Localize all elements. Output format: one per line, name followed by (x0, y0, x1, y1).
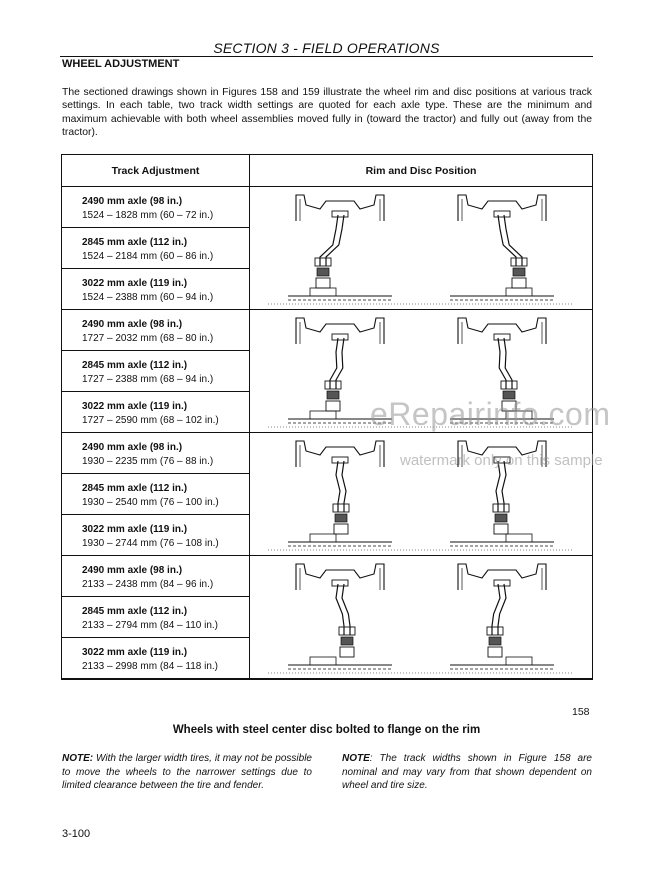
track-range: 1930 – 2540 mm (76 – 100 in.) (82, 497, 219, 508)
track-range: 2133 – 2998 mm (84 – 118 in.) (82, 661, 219, 672)
column-header-rim-disc-position: Rim and Disc Position (250, 155, 592, 187)
header-rule (60, 56, 593, 57)
page-number: 3-100 (62, 828, 91, 840)
axle-size: 3022 mm axle (119 in.) (82, 647, 188, 658)
rim-disc-drawing (250, 556, 592, 679)
section-title: SECTION 3 - FIELD OPERATIONS (213, 40, 440, 56)
track-row (62, 556, 250, 597)
axle-size: 2490 mm axle (98 in.) (82, 442, 183, 453)
note-right (342, 752, 592, 793)
figure-number: 158 (572, 706, 590, 718)
axle-size: 3022 mm axle (119 in.) (82, 524, 188, 535)
column-header-track-adjustment: Track Adjustment (62, 155, 250, 187)
track-row (62, 597, 250, 638)
track-row (62, 351, 250, 392)
track-range: 1524 – 1828 mm (60 – 72 in.) (82, 210, 214, 221)
axle-size: 2490 mm axle (98 in.) (82, 319, 183, 330)
intro-paragraph: The sectioned drawings shown in Figures 158 and 159 illustrate the wheel rim and disc positions at various track settings. In each table, two track width settings are quoted for each axle type. These are the minimum and maximum achievable with both wheel assemblies moved fully in (toward the tractor) and fully out (away from the tractor). (62, 87, 592, 139)
note-right-text: : The track widths shown in Figure 158 are nominal and may vary from that shown dependent on wheel and tire size. (342, 753, 592, 791)
axle-size: 2845 mm axle (112 in.) (82, 483, 188, 494)
axle-size: 2490 mm axle (98 in.) (82, 565, 183, 576)
track-row (62, 515, 250, 556)
watermark-logo-text: eRepairinfo.com (370, 396, 611, 432)
track-row (62, 310, 250, 351)
section-heading: WHEEL ADJUSTMENT (62, 58, 180, 70)
axle-size: 2845 mm axle (112 in.) (82, 606, 188, 617)
figure-caption: Wheels with steel center disc bolted to flange on the rim (172, 724, 481, 736)
track-row (62, 474, 250, 515)
track-range: 1727 – 2032 mm (68 – 80 in.) (82, 333, 214, 344)
track-row (62, 392, 250, 433)
track-range: 1930 – 2235 mm (76 – 88 in.) (82, 456, 214, 467)
watermark-notice: watermark only on this sample (400, 452, 603, 469)
axle-size: 2490 mm axle (98 in.) (82, 196, 183, 207)
track-row (62, 187, 250, 228)
track-row (62, 433, 250, 474)
track-range: 1930 – 2744 mm (76 – 108 in.) (82, 538, 219, 549)
note-right-label: NOTE (342, 753, 370, 764)
track-row (62, 269, 250, 310)
axle-size: 3022 mm axle (119 in.) (82, 278, 188, 289)
track-range: 1524 – 2388 mm (60 – 94 in.) (82, 292, 214, 303)
note-left (62, 752, 312, 793)
track-row (62, 638, 250, 679)
track-range: 1524 – 2184 mm (60 – 86 in.) (82, 251, 214, 262)
track-range: 1727 – 2590 mm (68 – 102 in.) (82, 415, 219, 426)
track-range: 2133 – 2438 mm (84 – 96 in.) (82, 579, 214, 590)
track-row (62, 228, 250, 269)
axle-size: 3022 mm axle (119 in.) (82, 401, 188, 412)
axle-size: 2845 mm axle (112 in.) (82, 237, 188, 248)
track-range: 2133 – 2794 mm (84 – 110 in.) (82, 620, 219, 631)
rim-disc-drawing (250, 187, 592, 310)
note-left-text: With the larger width tires, it may not be possible to move the wheels to the narrower settings due to limited clearance between the tire and fender. (62, 753, 312, 791)
axle-size: 2845 mm axle (112 in.) (82, 360, 188, 371)
note-left-label: NOTE: (62, 753, 94, 764)
track-range: 1727 – 2388 mm (68 – 94 in.) (82, 374, 214, 385)
